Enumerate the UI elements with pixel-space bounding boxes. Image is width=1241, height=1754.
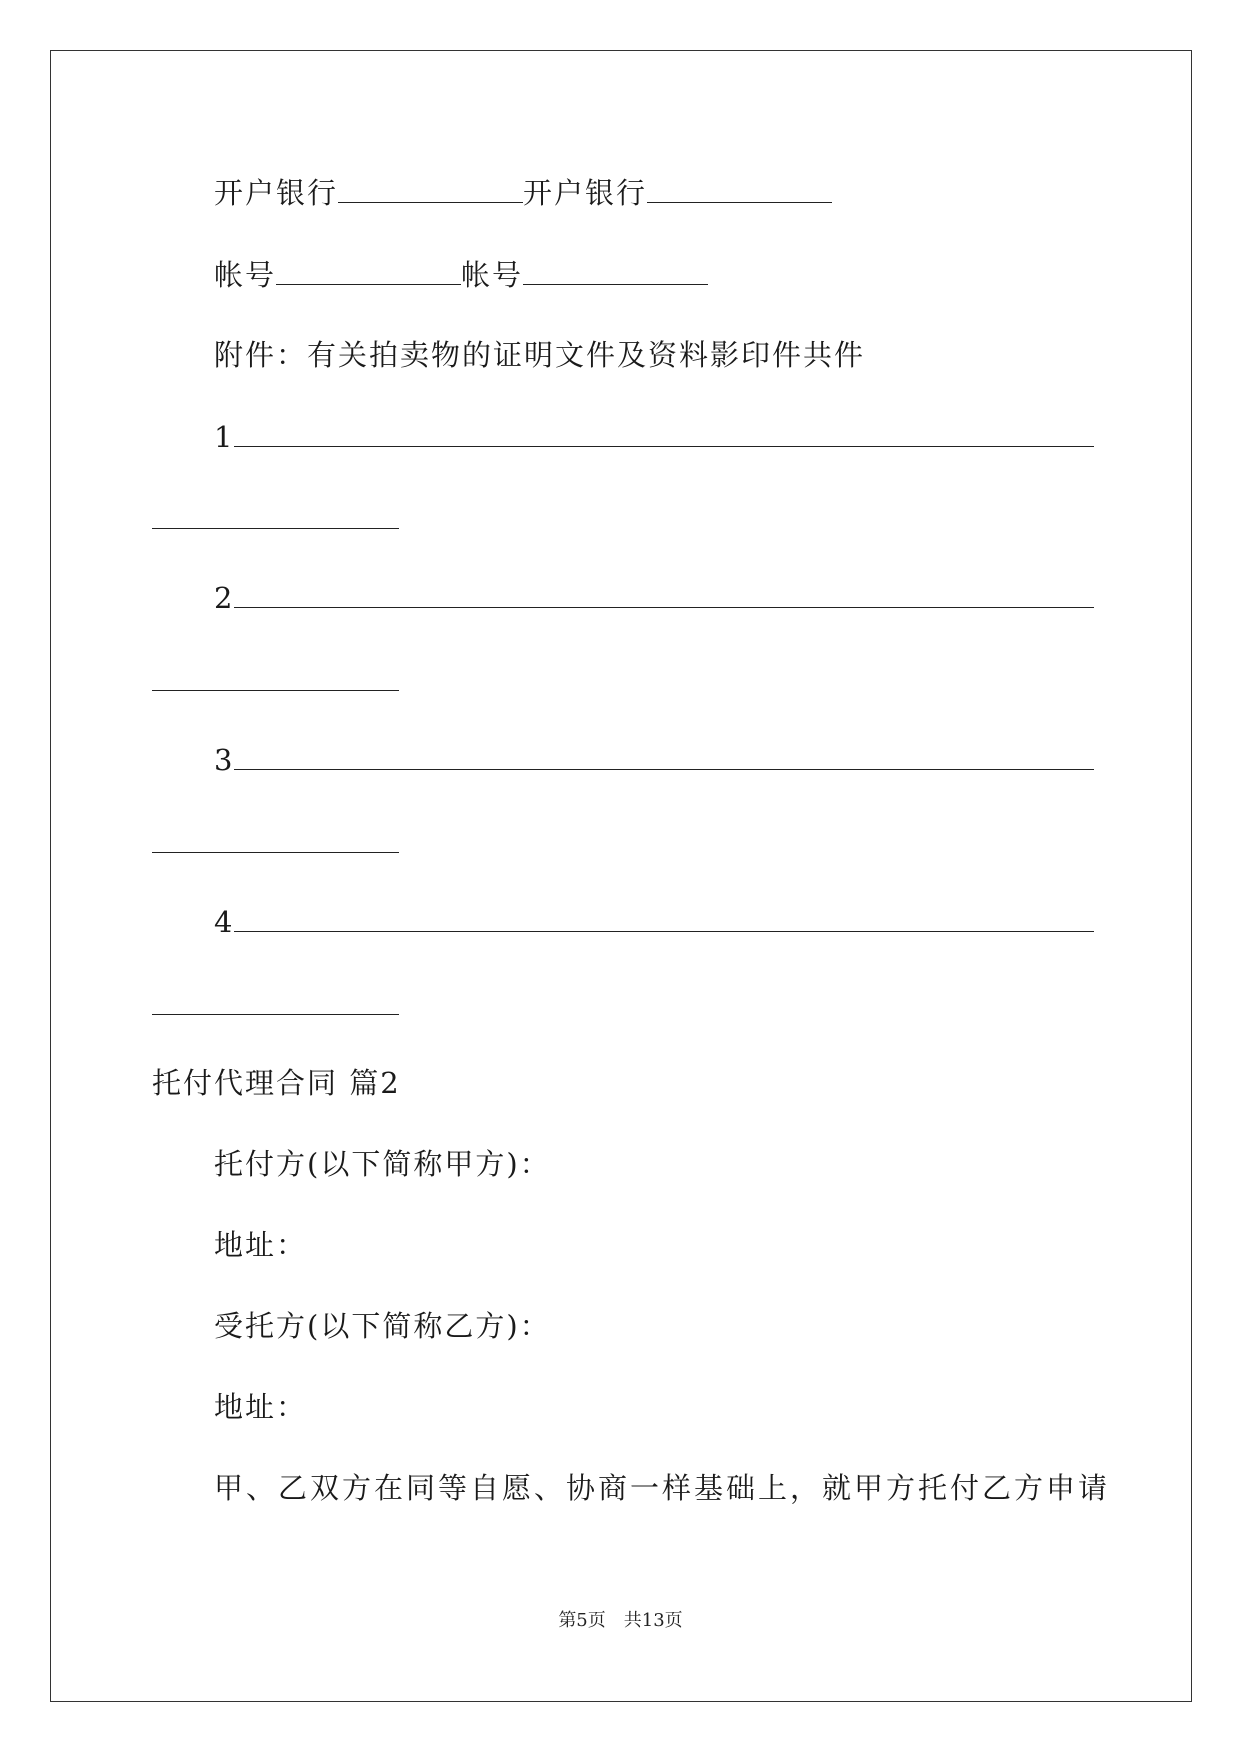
account-blank-b bbox=[523, 256, 708, 285]
page-frame bbox=[50, 50, 1192, 1702]
item-continuation-1 bbox=[152, 528, 399, 529]
item-line-2 bbox=[214, 579, 1094, 616]
party-a-address: 地址： bbox=[214, 1228, 308, 1262]
account-label: 帐号 bbox=[214, 258, 277, 292]
page-footer: 第5页 共13页 bbox=[558, 1610, 683, 1631]
item-number-4: 4 bbox=[214, 905, 235, 939]
item-number-1: 1 bbox=[214, 420, 235, 454]
bank-label-b: 开户银行 bbox=[523, 176, 648, 210]
account-blank-a bbox=[276, 256, 461, 285]
item-blank-2 bbox=[234, 579, 1094, 608]
party-b-line: 受托方(以下简称乙方)： bbox=[214, 1309, 551, 1343]
account-label-b: 帐号 bbox=[461, 258, 524, 292]
attachment-line: 附件：有关拍卖物的证明文件及资料影印件共件 bbox=[214, 338, 866, 372]
item-continuation-3 bbox=[152, 852, 399, 853]
item-blank-1 bbox=[234, 418, 1094, 447]
item-continuation-4 bbox=[152, 1014, 399, 1015]
item-blank-4 bbox=[234, 903, 1094, 932]
bank-line bbox=[214, 174, 832, 211]
item-line-1 bbox=[214, 418, 1094, 455]
bank-blank-a bbox=[338, 174, 523, 203]
body-paragraph: 甲、乙双方在同等自愿、协商一样基础上，就甲方托付乙方申请 bbox=[214, 1471, 1111, 1505]
account-line bbox=[214, 256, 708, 293]
item-number-3: 3 bbox=[214, 743, 235, 777]
section-title: 托付代理合同 篇2 bbox=[152, 1066, 401, 1100]
item-line-3 bbox=[214, 741, 1094, 778]
bank-label: 开户银行 bbox=[214, 176, 339, 210]
party-a-line: 托付方(以下简称甲方)： bbox=[214, 1147, 551, 1181]
item-line-4 bbox=[214, 903, 1094, 940]
item-blank-3 bbox=[234, 741, 1094, 770]
party-b-address: 地址： bbox=[214, 1390, 308, 1424]
item-continuation-2 bbox=[152, 690, 399, 691]
bank-blank-b bbox=[647, 174, 832, 203]
item-number-2: 2 bbox=[214, 581, 235, 615]
